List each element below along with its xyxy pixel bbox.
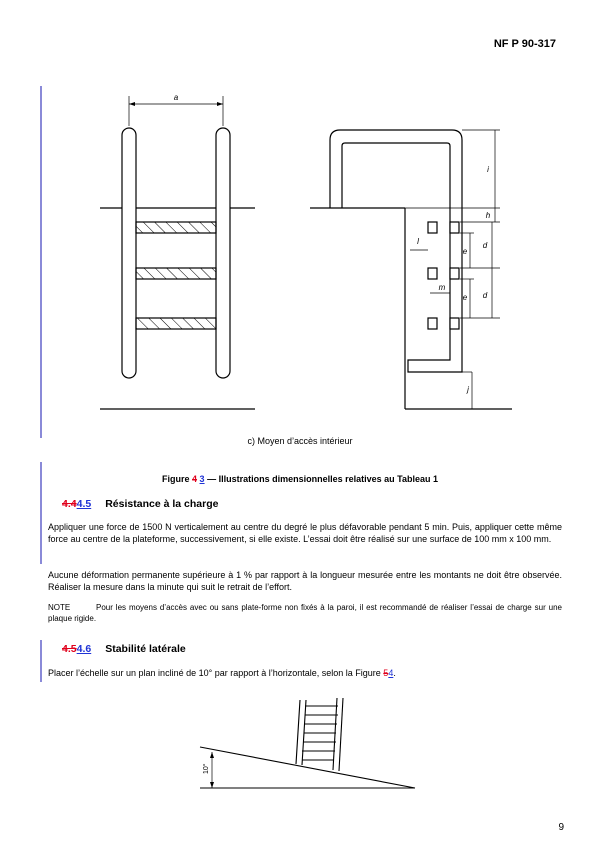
deleted-section-number: 4.5 <box>62 643 77 655</box>
label-h: h <box>485 211 491 220</box>
inserted-section-number: 4.6 <box>76 643 92 655</box>
section-heading <box>62 643 186 655</box>
figure-title <box>0 474 600 484</box>
paragraph-text: Placer l’échelle sur un plan incliné de 10° par rapport à l’horizontale, selon la Figure <box>48 668 384 678</box>
section-title: Stabilité latérale <box>105 643 186 655</box>
figure-title-text: — Illustrations dimensionnelles relatives au Tableau 1 <box>204 474 438 484</box>
inserted-section-number: 4.5 <box>76 498 92 510</box>
label-j: j <box>467 385 469 394</box>
label-a: a <box>173 93 179 102</box>
ladder-front-view <box>100 96 255 409</box>
label-e: e <box>462 247 468 256</box>
paragraph: Aucune déformation permanente supérieure à 1 % par rapport à la longueur mesurée entre les montants ne doit être observée. Réaliser la mesure dans la minute qui suit le retrait de l’effort. <box>48 570 562 592</box>
deleted-figure-number: 5 <box>383 668 389 678</box>
figure-subcaption: c) Moyen d’accès intérieur <box>247 436 353 446</box>
inserted-number: 3 <box>199 474 205 484</box>
figure-title-prefix: Figure <box>162 474 193 484</box>
label-m: m <box>438 283 446 292</box>
document-reference: NF P 90-317 <box>493 38 556 50</box>
inclined-plane-figure <box>0 690 600 800</box>
deleted-section-number: 4.4 <box>62 498 77 510</box>
page-number: 9 <box>558 822 564 833</box>
note-text: Pour les moyens d’accès avec ou sans plate-forme non fixés à la paroi, il est recommandé de réaliser l’essai de charge sur une plaque rigide. <box>48 603 562 623</box>
ladder-side-view <box>310 130 512 409</box>
note <box>48 603 562 624</box>
section-heading <box>62 498 218 510</box>
paragraph-end: . <box>393 668 396 678</box>
label-d: d <box>482 291 488 300</box>
paragraph <box>48 668 562 680</box>
deleted-number: 4 <box>192 474 198 484</box>
label-i: i <box>487 165 489 174</box>
inserted-figure-number: 4 <box>388 668 394 678</box>
label-l: l <box>417 237 419 246</box>
paragraph: Appliquer une force de 1500 N verticalement au centre du degré le plus défavorable pendant 5 min. Puis, appliquer cette même force au centre de la plateforme, successivement, si elle existe. L’essai doit être réalisé sur une surface de 100 mm x 100 mm. <box>48 522 562 544</box>
section-title: Résistance à la charge <box>105 498 219 510</box>
label-d: d <box>482 241 488 250</box>
note-label: NOTE <box>48 603 71 612</box>
change-bar <box>40 640 42 682</box>
label-e: e <box>462 293 468 302</box>
angle-label: 10° <box>203 763 210 774</box>
